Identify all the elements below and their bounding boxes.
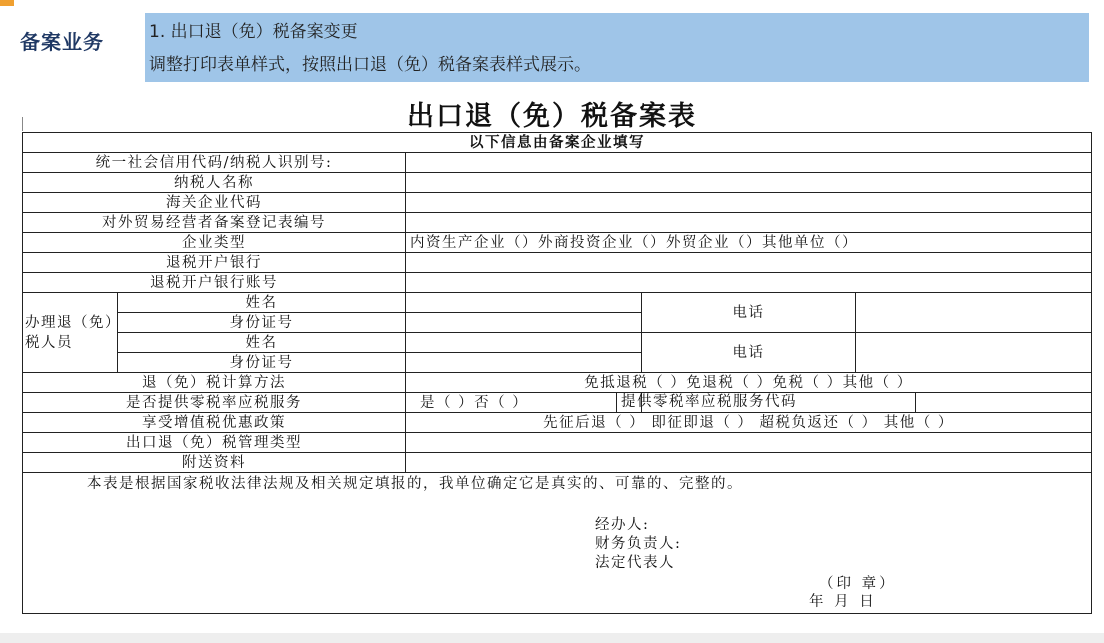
declaration-block	[23, 473, 1092, 614]
attachments-field[interactable]	[406, 453, 1092, 473]
credit-code-label: 统一社会信用代码/纳税人识别号:	[23, 153, 406, 173]
handler2-name-label: 姓名	[118, 333, 406, 353]
handler1-name-label: 姓名	[118, 293, 406, 313]
taxpayer-name-field[interactable]	[406, 173, 1092, 193]
change-item-title: 1. 出口退（免）税备案变更	[149, 22, 358, 42]
table-row	[23, 293, 1092, 313]
table-row	[23, 233, 1092, 253]
refund-bank-account-field[interactable]	[406, 273, 1092, 293]
table-row	[23, 193, 1092, 213]
table-row	[23, 213, 1092, 233]
trade-register-no-field[interactable]	[406, 213, 1092, 233]
table-row	[23, 433, 1092, 453]
margin-tick	[22, 117, 23, 131]
table-row	[23, 273, 1092, 293]
legal-rep-signature-label: 法定代表人	[595, 555, 675, 571]
vat-policy-label: 享受增值税优惠政策	[23, 413, 406, 433]
bottom-strip	[0, 633, 1104, 643]
handler1-name-field[interactable]	[406, 293, 642, 313]
handler1-phone-field[interactable]	[856, 293, 1092, 333]
taxpayer-name-label: 纳税人名称	[23, 173, 406, 193]
form-header: 以下信息由备案企业填写	[23, 133, 1092, 153]
calc-method-options[interactable]: 免抵退税（ ）免退税（ ）免税（ ）其他（ ）	[406, 373, 1092, 393]
customs-code-field[interactable]	[406, 193, 1092, 213]
handler-group-label: 办理退（免）税人员	[23, 293, 118, 373]
change-item-description: 调整打印表单样式，按照出口退（免）税备案表样式展示。	[149, 55, 591, 75]
zero-rate-label: 是否提供零税率应税服务	[23, 393, 406, 413]
mgmt-type-label: 出口退（免）税管理类型	[23, 433, 406, 453]
seal-label: （印 章）	[819, 576, 897, 592]
table-row	[23, 173, 1092, 193]
finance-head-signature-label: 财务负责人:	[595, 536, 682, 552]
refund-bank-label: 退税开户银行	[23, 253, 406, 273]
table-row	[23, 253, 1092, 273]
table-row	[23, 473, 1092, 614]
refund-bank-account-label: 退税开户银行账号	[23, 273, 406, 293]
table-row	[23, 333, 1092, 353]
trade-register-no-label: 对外贸易经营者备案登记表编号	[23, 213, 406, 233]
zero-rate-code-cell	[621, 393, 1092, 413]
mgmt-type-field[interactable]	[406, 433, 1092, 453]
form-title: 出口退（免）税备案表	[407, 101, 697, 132]
vat-policy-options[interactable]: 先征后退（ ） 即征即退（ ） 超税负返还（ ） 其他（ ）	[406, 413, 1092, 433]
handler2-phone-field[interactable]	[856, 333, 1092, 373]
table-row	[23, 413, 1092, 433]
customs-code-label: 海关企业代码	[23, 193, 406, 213]
handler-signature-label: 经办人:	[595, 517, 650, 533]
date-label: 年 月 日	[809, 594, 877, 610]
enterprise-type-options[interactable]: 内资生产企业（）外商投资企业（）外贸企业（）其他单位（）	[406, 233, 1092, 253]
handler1-phone-label: 电话	[642, 293, 856, 333]
table-row	[23, 133, 1092, 153]
handler2-id-label: 身份证号	[118, 353, 406, 373]
calc-method-label: 退（免）税计算方法	[23, 373, 406, 393]
attachments-label: 附送资料	[23, 453, 406, 473]
corner-accent	[0, 0, 14, 6]
refund-bank-field[interactable]	[406, 253, 1092, 273]
table-row	[23, 453, 1092, 473]
handler1-id-field[interactable]	[406, 313, 642, 333]
filing-form-table	[22, 132, 1092, 614]
zero-rate-options[interactable]: 是（ ）否（ ）	[406, 393, 642, 413]
credit-code-field[interactable]	[406, 153, 1092, 173]
change-note-banner	[145, 13, 1089, 82]
handler1-id-label: 身份证号	[118, 313, 406, 333]
zero-rate-code-field[interactable]	[942, 393, 1091, 412]
section-label: 备案业务	[20, 30, 104, 54]
handler2-name-field[interactable]	[406, 333, 642, 353]
table-row	[23, 373, 1092, 393]
handler2-id-field[interactable]	[406, 353, 642, 373]
table-row	[23, 153, 1092, 173]
enterprise-type-label: 企业类型	[23, 233, 406, 253]
declaration-text: 本表是根据国家税收法律法规及相关规定填报的，我单位确定它是真实的、可靠的、完整的。	[87, 476, 743, 492]
handler2-phone-label: 电话	[642, 333, 856, 373]
table-row	[23, 393, 1092, 413]
zero-rate-code-label: 提供零税率应税服务代码	[616, 393, 916, 412]
